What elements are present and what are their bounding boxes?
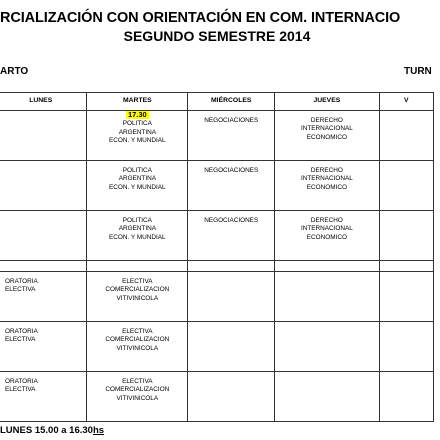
document-subtitle: SEGUNDO SEMESTRE 2014 xyxy=(123,28,311,44)
cell-line: POLITICA xyxy=(122,167,152,174)
cell-line: ECON. Y MUNDIAL xyxy=(109,233,166,241)
schedule-cell-jueves xyxy=(275,211,379,261)
schedule-cell-jueves xyxy=(275,322,379,372)
schedule-cell-martes xyxy=(87,111,188,161)
empty-cell xyxy=(379,261,433,272)
cell-line: INTERNACIONAL xyxy=(300,125,353,133)
cell-line: POLITICA xyxy=(122,217,152,224)
schedule-cell-martes xyxy=(87,211,188,261)
schedule-cell-lunes xyxy=(0,211,87,261)
table-row xyxy=(0,161,434,211)
cell-line: ELECTIVA xyxy=(122,378,153,385)
schedule-cell-viernes xyxy=(379,322,433,372)
left-header: ARTO xyxy=(0,66,29,77)
cell-line: VITIVINICOLA xyxy=(116,344,159,352)
schedule-cell-martes xyxy=(87,322,188,372)
cell-line: NEGOCIACIONES xyxy=(204,217,259,224)
cell-line: ARGENTINA xyxy=(118,225,156,233)
schedule-cell-jueves xyxy=(275,161,379,211)
empty-cell xyxy=(275,261,379,272)
cell-line: NEGOCIACIONES xyxy=(204,167,259,174)
schedule-cell-miercoles xyxy=(188,322,275,372)
cell-line: ELECTIVA xyxy=(5,336,36,344)
table-row xyxy=(0,272,434,322)
right-header: TURN xyxy=(404,66,432,77)
cell-line: ECONOMICO xyxy=(306,133,347,141)
cell-line: ELECTIVA xyxy=(5,386,36,394)
document-title: RCIALIZACIÓN CON ORIENTACIÓN EN COM. INTERNACIO xyxy=(0,10,401,26)
cell-line: INTERNACIONAL xyxy=(300,225,353,233)
day-header-viernes: V xyxy=(379,93,433,111)
cell-line: ECONOMICO xyxy=(306,183,347,191)
cell-line: ECONOMICO xyxy=(306,233,347,241)
cell-line: NEGOCIACIONES xyxy=(204,117,259,124)
cell-line: ORATORIA xyxy=(5,328,38,335)
schedule-cell-viernes xyxy=(379,272,433,322)
cell-line: ARGENTINA xyxy=(118,175,156,183)
schedule-cell-miercoles xyxy=(188,161,275,211)
table-row xyxy=(0,111,434,161)
empty-cell xyxy=(87,261,188,272)
cell-line: ELECTIVA xyxy=(5,286,36,294)
schedule-footer: LUNES 15.00 a 16.30hs xyxy=(0,425,105,436)
cell-line: DERECHO xyxy=(310,117,343,124)
schedule-cell-lunes xyxy=(0,161,87,211)
cell-line: VITIVINICOLA xyxy=(116,394,159,402)
cell-line: COMERCIALIZACION xyxy=(105,286,170,294)
cell-line: ELECTIVA xyxy=(122,278,153,285)
schedule-cell-lunes xyxy=(0,272,87,322)
cell-line: ORATORIA xyxy=(5,378,38,385)
table-row xyxy=(0,372,434,422)
cell-line: DERECHO xyxy=(310,217,343,224)
cell-line: POLITICA xyxy=(122,120,152,128)
cell-line: ELECTIVA xyxy=(122,328,153,335)
cell-line: COMERCIALIZACION xyxy=(105,386,170,394)
schedule-cell-jueves xyxy=(275,272,379,322)
schedule-cell-martes xyxy=(87,372,188,422)
schedule-table xyxy=(0,92,434,422)
table-row xyxy=(0,211,434,261)
schedule-cell-lunes xyxy=(0,372,87,422)
schedule-cell-lunes xyxy=(0,111,87,161)
schedule-cell-jueves xyxy=(275,111,379,161)
table-header-row xyxy=(0,93,434,111)
schedule-cell-viernes xyxy=(379,372,433,422)
schedule-cell-martes xyxy=(87,272,188,322)
spacer-row xyxy=(0,261,434,272)
schedule-cell-martes xyxy=(87,161,188,211)
day-header-martes: MARTES xyxy=(87,93,188,111)
schedule-cell-jueves xyxy=(275,372,379,422)
empty-cell xyxy=(188,261,275,272)
cell-line: ARGENTINA xyxy=(118,128,156,136)
start-time-label: 17.30 xyxy=(127,110,147,119)
schedule-cell-lunes xyxy=(0,322,87,372)
schedule-cell-miercoles xyxy=(188,272,275,322)
cell-line: VITIVINICOLA xyxy=(116,294,159,302)
day-header-lunes: LUNES xyxy=(0,93,87,111)
cell-line: ECON. Y MUNDIAL xyxy=(109,183,166,191)
empty-cell xyxy=(0,261,87,272)
schedule-cell-viernes xyxy=(379,161,433,211)
cell-line: ECON. Y MUNDIAL xyxy=(109,137,166,145)
day-header-jueves: JUEVES xyxy=(275,93,379,111)
table-row xyxy=(0,322,434,372)
schedule-cell-miercoles xyxy=(188,211,275,261)
day-header-miercoles: MIÉRCOLES xyxy=(188,93,275,111)
schedule-cell-miercoles xyxy=(188,372,275,422)
schedule-cell-viernes xyxy=(379,111,433,161)
cell-line: COMERCIALIZACION xyxy=(105,336,170,344)
cell-line: INTERNACIONAL xyxy=(300,175,353,183)
cell-line: ORATORIA xyxy=(5,278,38,285)
cell-line: DERECHO xyxy=(310,167,343,174)
schedule-cell-viernes xyxy=(379,211,433,261)
schedule-cell-miercoles xyxy=(188,111,275,161)
